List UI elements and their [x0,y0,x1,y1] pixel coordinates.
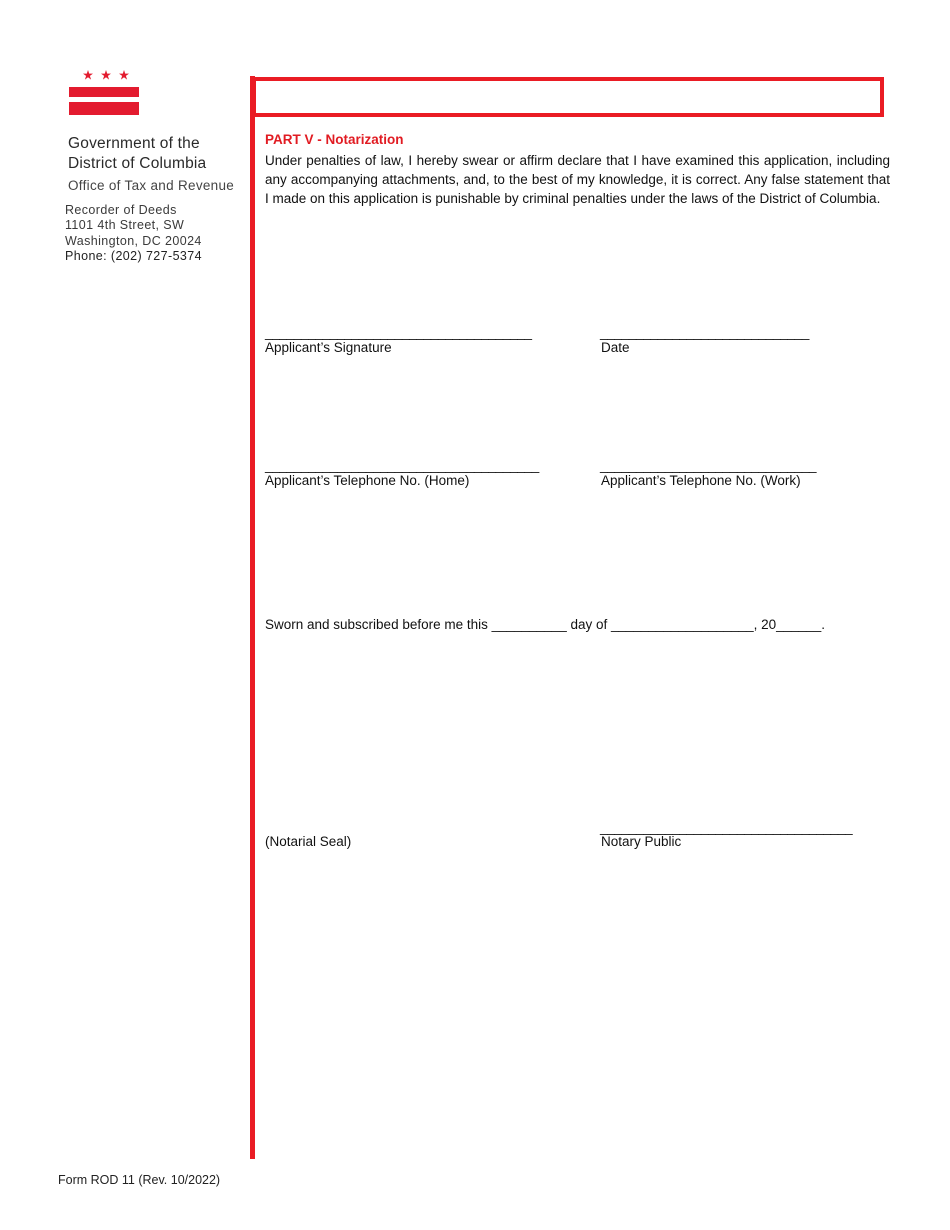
star-icon [119,70,129,80]
phone-home-field[interactable]: ______________________________________ [265,458,539,473]
section-title: PART V - Notarization [265,132,404,147]
notarial-seal-label: (Notarial Seal) [265,834,352,849]
phone-line: Phone: (202) 727-5374 [65,249,202,263]
address-line3: Washington, DC 20024 [65,234,202,248]
date-label: Date [601,340,630,355]
dc-flag-stars [83,70,129,82]
phone-work-label: Applicant’s Telephone No. (Work) [601,473,801,488]
form-number: Form ROD 11 (Rev. 10/2022) [58,1173,221,1187]
sworn-statement[interactable]: Sworn and subscribed before me this __________ day of ___________________, 20______. [265,617,825,632]
notary-public-label: Notary Public [601,834,682,849]
header-input-box[interactable] [252,77,884,117]
signature-label: Applicant’s Signature [265,340,392,355]
address-line2: 1101 4th Street, SW [65,218,185,232]
signature-field[interactable]: _____________________________________ [265,325,532,340]
star-icon [101,70,111,80]
declaration-text: Under penalties of law, I hereby swear or affirm declare that I have examined this application, including any accompanying attachments, and, to the best of my knowledge, it is correct. Any false statement that I made on this application is punishable by criminal penalties under the laws of the District of Columbia. [265,153,890,207]
phone-work-field[interactable]: ______________________________ [600,458,817,473]
notary-signature-field[interactable]: ___________________________________ [600,820,853,835]
star-icon [83,70,93,80]
date-field[interactable]: _____________________________ [600,325,810,340]
government-title-line2: District of Columbia [68,155,207,172]
government-title-line1: Government of the [68,135,200,152]
office-name: Office of Tax and Revenue [68,178,235,193]
dc-flag-bar-bottom [69,102,139,115]
dc-flag-bar-top [69,87,139,97]
phone-home-label: Applicant’s Telephone No. (Home) [265,473,470,488]
red-margin-line [250,76,255,1159]
address-line1: Recorder of Deeds [65,203,177,217]
